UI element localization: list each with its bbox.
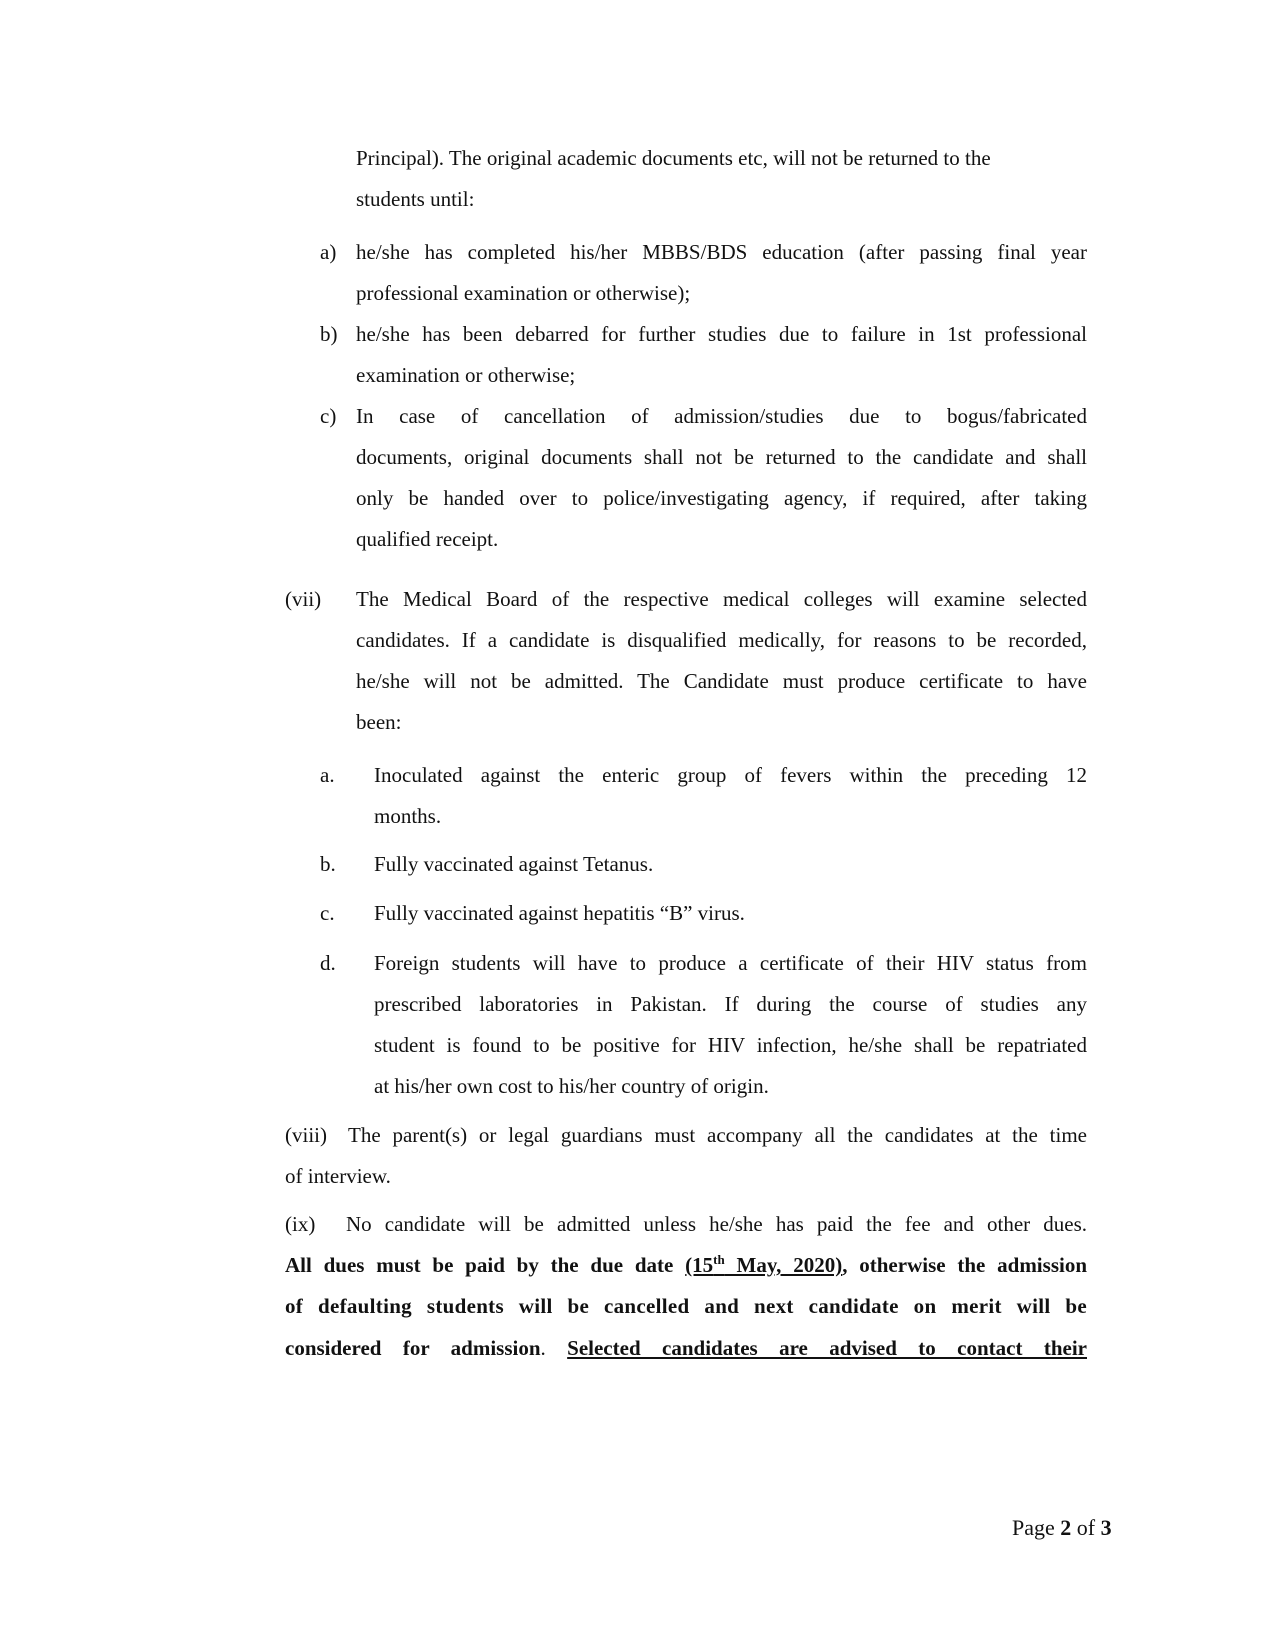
due-date-ordinal: th [713,1252,725,1267]
list-item-text: only be handed over to police/investigating agency, if required, after taking [356,486,1087,510]
clause-label: (vii) [285,587,322,611]
list-item-text: prescribed laboratories in Pakistan. If during the course of studies any [374,992,1087,1016]
clause-label: (viii) [285,1123,327,1147]
list-item-label: a. [320,763,335,787]
list-item-text: examination or otherwise; [356,363,576,387]
list-item-text: professional examination or otherwise); [356,281,691,305]
list-item-text: he/she has been debarred for further studies due to failure in 1st professional [356,322,1087,346]
clause-text: been: [356,710,402,734]
page-prefix: Page [1012,1515,1061,1540]
clause-text: No candidate will be admitted unless he/she has paid the fee and other dues. [346,1212,1087,1236]
due-date-open: (15 [685,1253,714,1277]
clause-text: The parent(s) or legal guardians must accompany all the candidates at the time [348,1123,1087,1147]
list-item-label: c. [320,901,335,925]
clause-text: candidates. If a candidate is disqualified medically, for reasons to be recorded, [356,628,1087,652]
list-item-label: b. [320,852,336,876]
advice-underlined: Selected candidates are advised to contact their [567,1336,1087,1360]
list-item-text: Foreign students will have to produce a certificate of their HIV status from [374,951,1087,975]
page-of: of [1071,1515,1101,1540]
intro-line-2: students until: [356,187,475,211]
due-date [685,1253,842,1277]
advice-separator: . [540,1336,568,1360]
list-item-label: b) [320,322,338,346]
list-item-text: qualified receipt. [356,527,499,551]
intro-line-1: Principal). The original academic documents etc, will not be returned to the [356,146,991,170]
clause-text-bold: of defaulting students will be cancelled and next candidate on merit will be [285,1294,1087,1318]
list-item-text: In case of cancellation of admission/studies due to bogus/fabricated [356,404,1087,428]
list-item-text: documents, original documents shall not be returned to the candidate and shall [356,445,1087,469]
list-item-text: Fully vaccinated against hepatitis “B” virus. [374,901,745,925]
due-date-lead: All dues must be paid by the due date [285,1253,686,1277]
list-item-text: months. [374,804,442,828]
list-item-text: Inoculated against the enteric group of fevers within the preceding 12 [374,763,1087,787]
clause-label: (ix) [285,1212,316,1236]
list-item-label: c) [320,404,337,428]
page-number [1012,1514,1112,1542]
clause-text: The Medical Board of the respective medical colleges will examine selected [356,587,1087,611]
due-date-line [285,1251,1087,1279]
list-item-label: a) [320,240,337,264]
due-date-tail: , otherwise the admission [842,1253,1087,1277]
list-item-text: he/she has completed his/her MBBS/BDS education (after passing final year [356,240,1087,264]
clause-text: of interview. [285,1164,391,1188]
list-item-text: Fully vaccinated against Tetanus. [374,852,654,876]
advice-lead: considered for admission [285,1336,541,1360]
list-item-text: at his/her own cost to his/her country of origin. [374,1074,769,1098]
due-date-rest: May, 2020) [724,1253,843,1277]
clause-text: he/she will not be admitted. The Candidate must produce certificate to have [356,669,1087,693]
page-current: 2 [1060,1515,1072,1540]
advice-line [285,1334,1087,1362]
list-item-text: student is found to be positive for HIV infection, he/she shall be repatriated [374,1033,1087,1057]
list-item-label: d. [320,951,336,975]
page-total: 3 [1100,1515,1112,1540]
